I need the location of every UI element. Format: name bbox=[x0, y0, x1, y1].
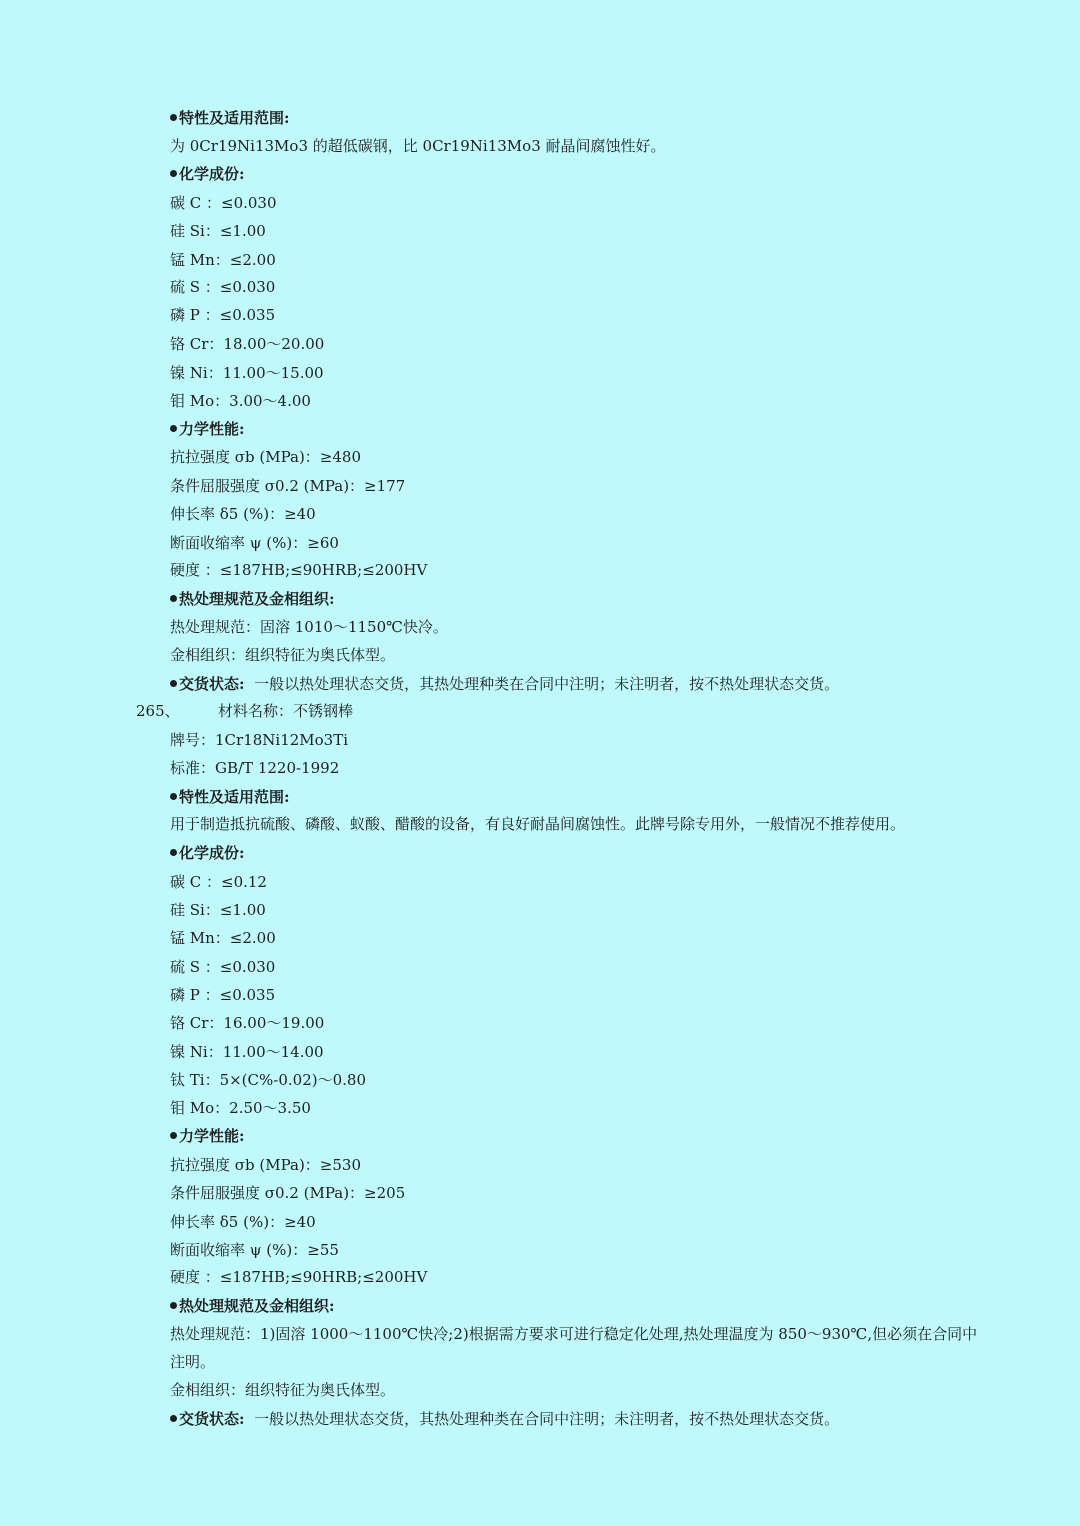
heat-heading: 热处理规范及金相组织: bbox=[170, 1296, 335, 1316]
bullet-icon bbox=[170, 425, 177, 432]
properties-text: 为 0Cr19Ni13Mo3 的超低碳钢，比 0Cr19Ni13Mo3 耐晶间腐蚀性好。 bbox=[170, 137, 666, 155]
mech-item: 抗拉强度 σb (MPa)：≥530 bbox=[170, 1156, 362, 1174]
bullet-icon bbox=[170, 595, 177, 602]
chem-item: 硅 Si：≤1.00 bbox=[170, 901, 266, 919]
mech-item: 条件屈服强度 σ0.2 (MPa)：≥205 bbox=[170, 1184, 406, 1202]
metallography: 金相组织：组织特征为奥氏体型。 bbox=[170, 1381, 396, 1399]
mech-item: 断面收缩率 ψ (%)：≥60 bbox=[170, 534, 339, 552]
mech-item: 硬度 ：≤187HB;≤90HRB;≤200HV bbox=[170, 1268, 428, 1286]
chem-item: 硅 Si：≤1.00 bbox=[170, 222, 266, 240]
bullet-icon bbox=[170, 680, 177, 687]
chem-item: 钼 Mo：3.00～4.00 bbox=[170, 392, 311, 410]
bullet-icon bbox=[170, 1302, 177, 1309]
bullet-icon bbox=[170, 114, 177, 121]
mech-item: 抗拉强度 σb (MPa)：≥480 bbox=[170, 448, 362, 466]
bullet-icon bbox=[170, 170, 177, 177]
mech-item: 伸长率 δ5 (%)：≥40 bbox=[170, 1213, 316, 1231]
item-number: 265、 bbox=[136, 702, 180, 720]
material-name: 材料名称：不锈钢棒 bbox=[218, 702, 354, 720]
heat-heading: 热处理规范及金相组织: bbox=[170, 589, 335, 609]
mech-item: 条件屈服强度 σ0.2 (MPa)：≥177 bbox=[170, 477, 406, 495]
chem-item: 镍 Ni：11.00～15.00 bbox=[170, 364, 324, 382]
chem-item: 硫 S ：≤0.030 bbox=[170, 958, 276, 976]
properties-text: 用于制造抵抗硫酸、磷酸、蚁酸、醋酸的设备，有良好耐晶间腐蚀性。此牌号除专用外，一般情况不推荐使用。 bbox=[170, 815, 906, 833]
bullet-icon bbox=[170, 793, 177, 800]
chem-item: 碳 C ：≤0.12 bbox=[170, 873, 267, 891]
chem-item: 磷 P ：≤0.035 bbox=[170, 306, 276, 324]
chem-item: 铬 Cr：18.00～20.00 bbox=[170, 335, 325, 353]
chem-item: 钼 Mo：2.50～3.50 bbox=[170, 1099, 311, 1117]
delivery-status: 交货状态: 一般以热处理状态交货，其热处理种类在合同中注明；未注明者，按不热处理状态交货。 bbox=[170, 674, 839, 694]
mech-heading: 力学性能: bbox=[170, 1126, 245, 1146]
bullet-icon bbox=[170, 1132, 177, 1139]
chem-heading: 化学成份: bbox=[170, 843, 245, 863]
bullet-icon bbox=[170, 1415, 177, 1422]
properties-heading: 特性及适用范围: bbox=[170, 108, 290, 128]
grade: 牌号：1Cr18Ni12Mo3Ti bbox=[170, 731, 349, 749]
chem-item: 镍 Ni：11.00～14.00 bbox=[170, 1043, 324, 1061]
mech-item: 伸长率 δ5 (%)：≥40 bbox=[170, 505, 316, 523]
mech-item: 硬度 ：≤187HB;≤90HRB;≤200HV bbox=[170, 561, 428, 579]
chem-item: 锰 Mn：≤2.00 bbox=[170, 251, 276, 269]
chem-item: 锰 Mn：≤2.00 bbox=[170, 929, 276, 947]
standard: 标准：GB/T 1220-1992 bbox=[170, 759, 340, 777]
chem-item: 硫 S ：≤0.030 bbox=[170, 278, 276, 296]
heat-spec: 热处理规范：1)固溶 1000～1100℃快冷;2)根据需方要求可进行稳定化处理,热处理温度为 850～930℃,但必须在合同中 bbox=[170, 1325, 978, 1343]
metallography: 金相组织：组织特征为奥氏体型。 bbox=[170, 646, 396, 664]
heat-spec: 热处理规范：固溶 1010～1150℃快冷。 bbox=[170, 618, 448, 636]
mech-item: 断面收缩率 ψ (%)：≥55 bbox=[170, 1241, 339, 1259]
chem-item: 铬 Cr：16.00～19.00 bbox=[170, 1014, 325, 1032]
chem-heading: 化学成份: bbox=[170, 164, 245, 184]
chem-item: 碳 C ：≤0.030 bbox=[170, 194, 277, 212]
chem-item: 钛 Ti：5×(C%-0.02)～0.80 bbox=[170, 1071, 366, 1089]
chem-item: 磷 P ：≤0.035 bbox=[170, 986, 276, 1004]
properties-heading: 特性及适用范围: bbox=[170, 787, 290, 807]
heat-spec-continued: 注明。 bbox=[170, 1353, 216, 1371]
bullet-icon bbox=[170, 849, 177, 856]
delivery-status: 交货状态: 一般以热处理状态交货，其热处理种类在合同中注明；未注明者，按不热处理状态交货。 bbox=[170, 1409, 839, 1429]
mech-heading: 力学性能: bbox=[170, 419, 245, 439]
